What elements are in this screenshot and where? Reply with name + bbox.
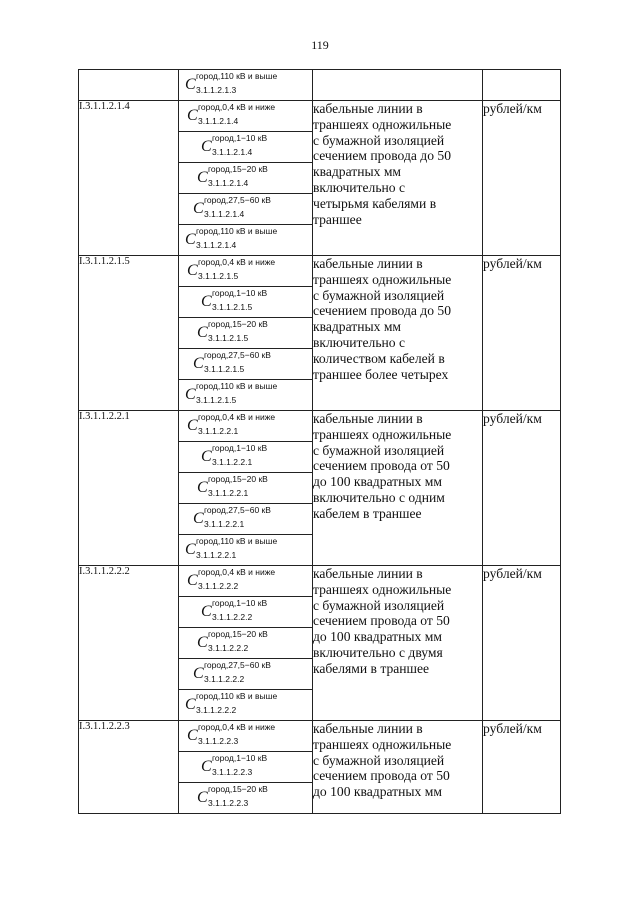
rate-symbol-superscript: город,15−20 кВ — [208, 319, 268, 329]
rate-symbol-subscript: 3.1.1.2.2.1 — [212, 457, 253, 467]
code-cell: I.3.1.1.2.2.2 — [79, 566, 179, 721]
rate-symbol-superscript: город,110 кВ и выше — [196, 226, 278, 236]
description-cell — [313, 411, 483, 566]
description-line: четырьмя кабелями в — [313, 195, 437, 211]
symbol-cell — [179, 473, 313, 504]
rate-symbol — [179, 690, 312, 720]
symbol-cell — [179, 597, 313, 628]
rate-symbol-letter: C — [197, 169, 208, 186]
description-line: квадратных мм — [313, 319, 402, 335]
symbol-cell — [179, 287, 313, 318]
description-line: кабелями в траншее — [313, 660, 430, 676]
symbol-cell — [179, 380, 313, 411]
table-row — [79, 721, 561, 752]
rate-symbol-superscript: город,15−20 кВ — [208, 629, 268, 639]
description-cell — [313, 256, 483, 411]
rate-symbol-superscript: город,1−10 кВ — [212, 133, 268, 143]
rate-symbol-subscript: 3.1.1.2.1.4 — [196, 240, 237, 250]
symbol-cell — [179, 194, 313, 225]
rate-symbol-subscript: 3.1.1.2.1.5 — [212, 302, 253, 312]
rate-symbol-superscript: город,110 кВ и выше — [196, 71, 278, 81]
description-line: сечением провода до 50 — [313, 148, 452, 164]
code-cell — [79, 70, 179, 101]
rate-symbol-superscript: город,0,4 кВ и ниже — [198, 722, 276, 732]
rate-symbol-superscript: город,27,5−60 кВ — [204, 505, 271, 515]
rate-symbol-superscript: город,0,4 кВ и ниже — [198, 567, 276, 577]
description-line: траншеях одножильные — [313, 581, 452, 597]
rate-symbol — [179, 132, 312, 162]
rate-symbol-superscript: город,1−10 кВ — [212, 443, 268, 453]
description-line: сечением провода от 50 — [313, 768, 450, 784]
symbol-cell — [179, 256, 313, 287]
rate-symbol — [179, 256, 312, 286]
rate-symbol-subscript: 3.1.1.2.1.3 — [196, 85, 237, 95]
rate-symbol-letter: C — [197, 324, 208, 341]
rate-symbol-superscript: город,27,5−60 кВ — [204, 660, 271, 670]
description-line: включительно с — [313, 179, 406, 195]
rate-symbol-subscript: 3.1.1.2.1.5 — [196, 395, 237, 405]
rate-symbol — [179, 349, 312, 379]
rate-symbol — [179, 287, 312, 317]
description-line: сечением провода от 50 — [313, 613, 450, 629]
rate-symbol — [179, 442, 312, 472]
rate-symbol — [179, 163, 312, 193]
rate-symbol-superscript: город,1−10 кВ — [212, 288, 268, 298]
code-cell: I.3.1.1.2.1.5 — [79, 256, 179, 411]
table-row — [79, 256, 561, 287]
symbol-cell — [179, 442, 313, 473]
description-line: с бумажной изоляцией — [313, 442, 445, 458]
rate-symbol-superscript: город,0,4 кВ и ниже — [198, 257, 276, 267]
rate-symbol-letter: C — [197, 634, 208, 651]
unit-cell: рублей/км — [483, 411, 561, 566]
description-line: включительно с — [313, 334, 406, 350]
rate-symbol-letter: C — [187, 107, 198, 124]
description-cell — [313, 721, 483, 814]
rate-symbol-letter: C — [197, 789, 208, 806]
rate-symbol — [179, 597, 312, 627]
table-row — [79, 566, 561, 597]
description-line: с бумажной изоляцией — [313, 752, 445, 768]
description-line: количеством кабелей в — [313, 350, 445, 366]
description-line: сечением провода от 50 — [313, 458, 450, 474]
description-line: с бумажной изоляцией — [313, 287, 445, 303]
description-line: траншеях одножильные — [313, 271, 452, 287]
description-line: с бумажной изоляцией — [313, 597, 445, 613]
rate-symbol-letter: C — [201, 138, 212, 155]
tariff-table — [78, 69, 561, 814]
rate-symbol-superscript: город,0,4 кВ и ниже — [198, 412, 276, 422]
description-line: до 100 квадратных мм — [313, 784, 442, 800]
symbol-cell — [179, 411, 313, 442]
rate-symbol-superscript: город,15−20 кВ — [208, 784, 268, 794]
rate-symbol-subscript: 3.1.1.2.2.3 — [212, 767, 253, 777]
symbol-cell — [179, 132, 313, 163]
rate-symbol-letter: C — [185, 386, 196, 403]
rate-symbol-letter: C — [201, 448, 212, 465]
rate-symbol — [179, 659, 312, 689]
symbol-cell — [179, 628, 313, 659]
description-line: до 100 квадратных мм — [313, 629, 442, 645]
symbol-cell — [179, 70, 313, 101]
symbol-cell — [179, 690, 313, 721]
rate-symbol — [179, 535, 312, 565]
rate-symbol — [179, 194, 312, 224]
rate-symbol — [179, 566, 312, 596]
unit-cell: рублей/км — [483, 101, 561, 256]
symbol-cell — [179, 163, 313, 194]
rate-symbol-letter: C — [187, 417, 198, 434]
rate-symbol-subscript: 3.1.1.2.2.3 — [198, 736, 239, 746]
rate-symbol-letter: C — [197, 479, 208, 496]
symbol-cell — [179, 101, 313, 132]
table-row — [79, 411, 561, 442]
description-line: сечением провода до 50 — [313, 303, 452, 319]
description-line: включительно с двумя — [313, 644, 443, 660]
rate-symbol-subscript: 3.1.1.2.2.1 — [208, 488, 249, 498]
rate-symbol-letter: C — [201, 758, 212, 775]
rate-symbol-letter: C — [193, 355, 204, 372]
description-line: включительно с одним — [313, 489, 445, 505]
description-line: кабельные линии в — [313, 256, 423, 271]
symbol-cell — [179, 535, 313, 566]
rate-symbol-letter: C — [185, 231, 196, 248]
rate-symbol-subscript: 3.1.1.2.1.4 — [204, 209, 245, 219]
table-row — [79, 70, 561, 101]
code-cell: I.3.1.1.2.2.3 — [79, 721, 179, 814]
rate-symbol-superscript: город,15−20 кВ — [208, 474, 268, 484]
rate-symbol — [179, 101, 312, 131]
page-number: 119 — [311, 38, 329, 52]
description-line: траншеях одножильные — [313, 116, 452, 132]
symbol-cell — [179, 504, 313, 535]
rate-symbol — [179, 628, 312, 658]
rate-symbol-subscript: 3.1.1.2.2.2 — [212, 612, 253, 622]
tariff-table-body — [79, 70, 561, 814]
unit-cell: рублей/км — [483, 256, 561, 411]
rate-symbol — [179, 318, 312, 348]
code-cell: I.3.1.1.2.2.1 — [79, 411, 179, 566]
rate-symbol-letter: C — [201, 293, 212, 310]
rate-symbol — [179, 380, 312, 410]
rate-symbol-subscript: 3.1.1.2.2.1 — [204, 519, 245, 529]
rate-symbol-subscript: 3.1.1.2.2.2 — [204, 674, 245, 684]
rate-symbol-letter: C — [187, 572, 198, 589]
rate-symbol-superscript: город,15−20 кВ — [208, 164, 268, 174]
rate-symbol-subscript: 3.1.1.2.1.4 — [208, 178, 249, 188]
rate-symbol-letter: C — [193, 665, 204, 682]
rate-symbol-subscript: 3.1.1.2.2.2 — [208, 643, 249, 653]
rate-symbol-subscript: 3.1.1.2.2.2 — [198, 581, 239, 591]
description-cell — [313, 566, 483, 721]
rate-symbol-letter: C — [185, 696, 196, 713]
rate-symbol-letter: C — [193, 200, 204, 217]
rate-symbol-subscript: 3.1.1.2.1.5 — [198, 271, 239, 281]
rate-symbol-subscript: 3.1.1.2.1.5 — [204, 364, 245, 374]
rate-symbol — [179, 504, 312, 534]
description-line: кабельные линии в — [313, 721, 423, 736]
rate-symbol-subscript: 3.1.1.2.2.3 — [208, 798, 249, 808]
rate-symbol-subscript: 3.1.1.2.2.1 — [196, 550, 237, 560]
rate-symbol-superscript: город,110 кВ и выше — [196, 381, 278, 391]
rate-symbol-superscript: город,27,5−60 кВ — [204, 195, 271, 205]
rate-symbol — [179, 225, 312, 255]
rate-symbol-subscript: 3.1.1.2.1.5 — [208, 333, 249, 343]
unit-cell — [483, 70, 561, 101]
description-cell — [313, 101, 483, 256]
description-cell — [313, 70, 483, 101]
rate-symbol-subscript: 3.1.1.2.2.2 — [196, 705, 237, 715]
description-line: кабельные линии в — [313, 411, 423, 426]
rate-symbol-letter: C — [185, 541, 196, 558]
unit-cell: рублей/км — [483, 566, 561, 721]
description-line: траншеях одножильные — [313, 736, 452, 752]
rate-symbol — [179, 70, 312, 100]
rate-symbol — [179, 783, 312, 813]
description-line: кабельные линии в — [313, 101, 423, 116]
symbol-cell — [179, 721, 313, 752]
symbol-cell — [179, 659, 313, 690]
symbol-cell — [179, 349, 313, 380]
unit-cell: рублей/км — [483, 721, 561, 814]
rate-symbol-letter: C — [193, 510, 204, 527]
rate-symbol-superscript: город,1−10 кВ — [212, 598, 268, 608]
symbol-cell — [179, 225, 313, 256]
description-line: кабелем в траншее — [313, 505, 422, 521]
description-line: квадратных мм — [313, 164, 402, 180]
description-line: траншеях одножильные — [313, 426, 452, 442]
rate-symbol — [179, 473, 312, 503]
description-line: до 100 квадратных мм — [313, 474, 442, 490]
rate-symbol — [179, 721, 312, 751]
table-row — [79, 101, 561, 132]
rate-symbol-letter: C — [201, 603, 212, 620]
description-line: с бумажной изоляцией — [313, 132, 445, 148]
rate-symbol-superscript: город,1−10 кВ — [212, 753, 268, 763]
rate-symbol-subscript: 3.1.1.2.1.4 — [198, 116, 239, 126]
rate-symbol-letter: C — [187, 727, 198, 744]
rate-symbol-subscript: 3.1.1.2.1.4 — [212, 147, 253, 157]
symbol-cell — [179, 752, 313, 783]
rate-symbol-superscript: город,0,4 кВ и ниже — [198, 102, 276, 112]
rate-symbol-superscript: город,27,5−60 кВ — [204, 350, 271, 360]
code-cell: I.3.1.1.2.1.4 — [79, 101, 179, 256]
rate-symbol-subscript: 3.1.1.2.2.1 — [198, 426, 239, 436]
rate-symbol-letter: C — [185, 76, 196, 93]
rate-symbol-superscript: город,110 кВ и выше — [196, 536, 278, 546]
description-line: траншее — [313, 211, 362, 227]
symbol-cell — [179, 566, 313, 597]
description-line: кабельные линии в — [313, 566, 423, 581]
rate-symbol — [179, 752, 312, 782]
rate-symbol — [179, 411, 312, 441]
symbol-cell — [179, 318, 313, 349]
symbol-cell — [179, 783, 313, 814]
rate-symbol-superscript: город,110 кВ и выше — [196, 691, 278, 701]
rate-symbol-letter: C — [187, 262, 198, 279]
description-line: траншее более четырех — [313, 366, 449, 382]
